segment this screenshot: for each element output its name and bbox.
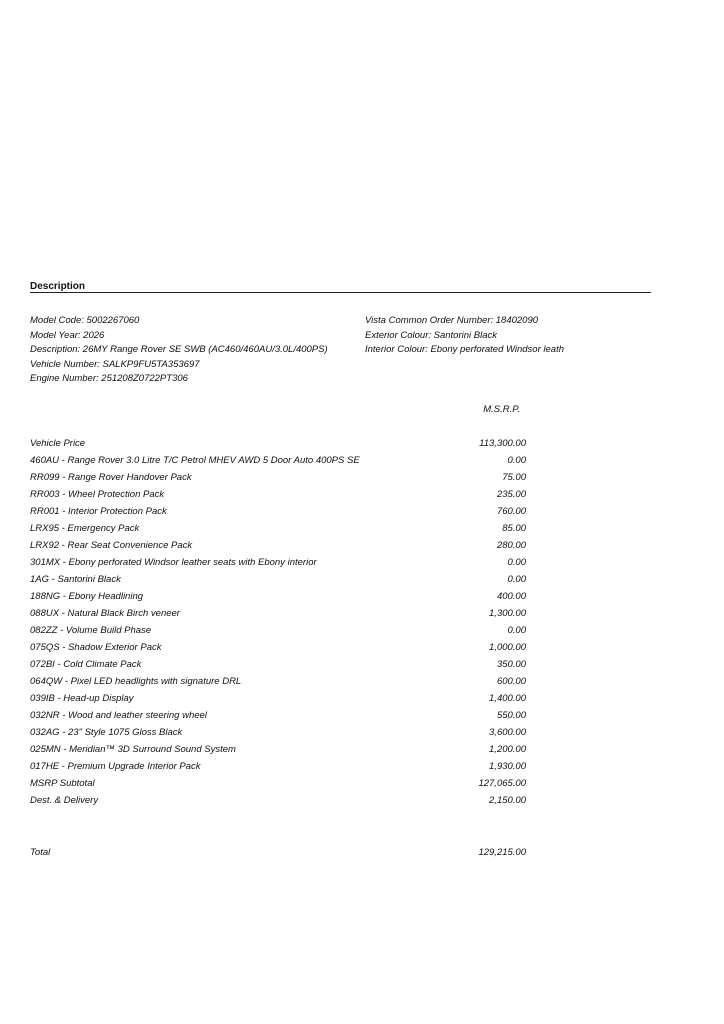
line-description: 032NR - Wood and leather steering wheel bbox=[30, 710, 207, 721]
price-line-row bbox=[30, 435, 526, 452]
line-amount: 0.00 bbox=[507, 455, 526, 466]
line-amount: 2,150.00 bbox=[489, 795, 526, 806]
model-description: Description: 26MY Range Rover SE SWB (AC460/460AU/3.0L/400PS) bbox=[30, 344, 328, 356]
line-amount: 400.00 bbox=[496, 591, 526, 602]
line-amount: 1,400.00 bbox=[489, 693, 526, 704]
line-description: 032AG - 23" Style 1075 Gloss Black bbox=[30, 727, 183, 738]
price-line-row bbox=[30, 469, 526, 486]
line-description: RR003 - Wheel Protection Pack bbox=[30, 489, 165, 500]
line-description: 072BI - Cold Climate Pack bbox=[30, 659, 142, 670]
price-line-row bbox=[30, 724, 526, 741]
line-description: 064QW - Pixel LED headlights with signature DRL bbox=[30, 676, 242, 687]
price-line-row bbox=[30, 639, 526, 656]
price-line-row bbox=[30, 554, 526, 571]
line-amount: 127,065.00 bbox=[478, 778, 526, 789]
line-amount: 3,600.00 bbox=[489, 727, 526, 738]
line-description: 460AU - Range Rover 3.0 Litre T/C Petrol MHEV AWD 5 Door Auto 400PS SE bbox=[30, 455, 360, 466]
line-amount: 113,300.00 bbox=[479, 438, 526, 449]
price-line-row bbox=[30, 503, 526, 520]
price-line-row bbox=[30, 792, 526, 809]
line-description: LRX92 - Rear Seat Convenience Pack bbox=[30, 540, 193, 551]
line-amount: 235.00 bbox=[496, 489, 526, 500]
line-description: Vehicle Price bbox=[30, 438, 86, 449]
total-amount: 129,215.00 bbox=[478, 847, 526, 858]
exterior-colour: Exterior Colour: Santorini Black bbox=[365, 329, 497, 341]
price-line-row bbox=[30, 452, 526, 469]
line-description: Dest. & Delivery bbox=[30, 795, 99, 806]
line-description: 088UX - Natural Black Birch veneer bbox=[30, 608, 180, 619]
line-description: 017HE - Premium Upgrade Interior Pack bbox=[30, 761, 201, 772]
price-line-row bbox=[30, 486, 526, 503]
line-amount: 75.00 bbox=[502, 472, 526, 483]
price-line-row bbox=[30, 707, 526, 724]
line-description: 082ZZ - Volume Build Phase bbox=[30, 625, 152, 636]
line-description: 1AG - Santorini Black bbox=[30, 574, 121, 585]
price-line-row bbox=[30, 673, 526, 690]
price-line-row bbox=[30, 758, 526, 775]
line-amount: 1,930.00 bbox=[489, 761, 526, 772]
price-line-row bbox=[30, 520, 526, 537]
vehicle-number: Vehicle Number: SALKP9FU5TA353697 bbox=[30, 358, 200, 370]
interior-colour: Interior Colour: Ebony perforated Windsor leath bbox=[365, 344, 564, 356]
price-line-row bbox=[30, 775, 526, 792]
msrp-column-header: M.S.R.P. bbox=[483, 404, 520, 415]
line-amount: 760.00 bbox=[496, 506, 526, 517]
model-year: Model Year: 2026 bbox=[30, 329, 105, 341]
line-description: MSRP Subtotal bbox=[30, 778, 95, 789]
line-amount: 600.00 bbox=[496, 676, 526, 687]
line-amount: 550.00 bbox=[496, 710, 526, 721]
price-line-row bbox=[30, 741, 526, 758]
line-amount: 0.00 bbox=[507, 557, 526, 568]
line-amount: 350.00 bbox=[496, 659, 526, 670]
price-line-row bbox=[30, 537, 526, 554]
vehicle-info-right bbox=[365, 314, 564, 358]
price-line-row bbox=[30, 690, 526, 707]
line-description: RR001 - Interior Protection Pack bbox=[30, 506, 167, 517]
line-description: 075QS - Shadow Exterior Pack bbox=[30, 642, 162, 653]
line-description: RR099 - Range Rover Handover Pack bbox=[30, 472, 192, 483]
total-row bbox=[30, 844, 526, 861]
price-line-row bbox=[30, 571, 526, 588]
heading-divider bbox=[30, 292, 651, 293]
line-amount: 1,000.00 bbox=[489, 642, 526, 653]
line-amount: 1,300.00 bbox=[489, 608, 526, 619]
price-line-row bbox=[30, 588, 526, 605]
order-number: Vista Common Order Number: 18402090 bbox=[365, 315, 539, 326]
engine-number: Engine Number: 251208Z0722PT306 bbox=[30, 373, 188, 385]
price-line-row bbox=[30, 622, 526, 639]
vehicle-info-left bbox=[30, 314, 328, 387]
line-amount: 0.00 bbox=[507, 625, 526, 636]
line-amount: 280.00 bbox=[496, 540, 526, 551]
line-description: 039IB - Head-up Display bbox=[30, 693, 134, 704]
price-line-row bbox=[30, 656, 526, 673]
line-amount: 1,200.00 bbox=[489, 744, 526, 755]
total-label: Total bbox=[30, 847, 51, 858]
section-heading: Description bbox=[30, 281, 86, 292]
line-description: 301MX - Ebony perforated Windsor leather seats with Ebony interior bbox=[30, 557, 317, 568]
line-description: 025MN - Meridian™ 3D Surround Sound System bbox=[30, 744, 236, 755]
price-line-row bbox=[30, 605, 526, 622]
line-description: 188NG - Ebony Headlining bbox=[30, 591, 144, 602]
line-amount: 0.00 bbox=[507, 574, 526, 585]
line-description: LRX95 - Emergency Pack bbox=[30, 523, 140, 534]
model-code: Model Code: 5002267060 bbox=[30, 315, 140, 326]
price-lines bbox=[30, 435, 526, 809]
line-amount: 85.00 bbox=[502, 523, 526, 534]
